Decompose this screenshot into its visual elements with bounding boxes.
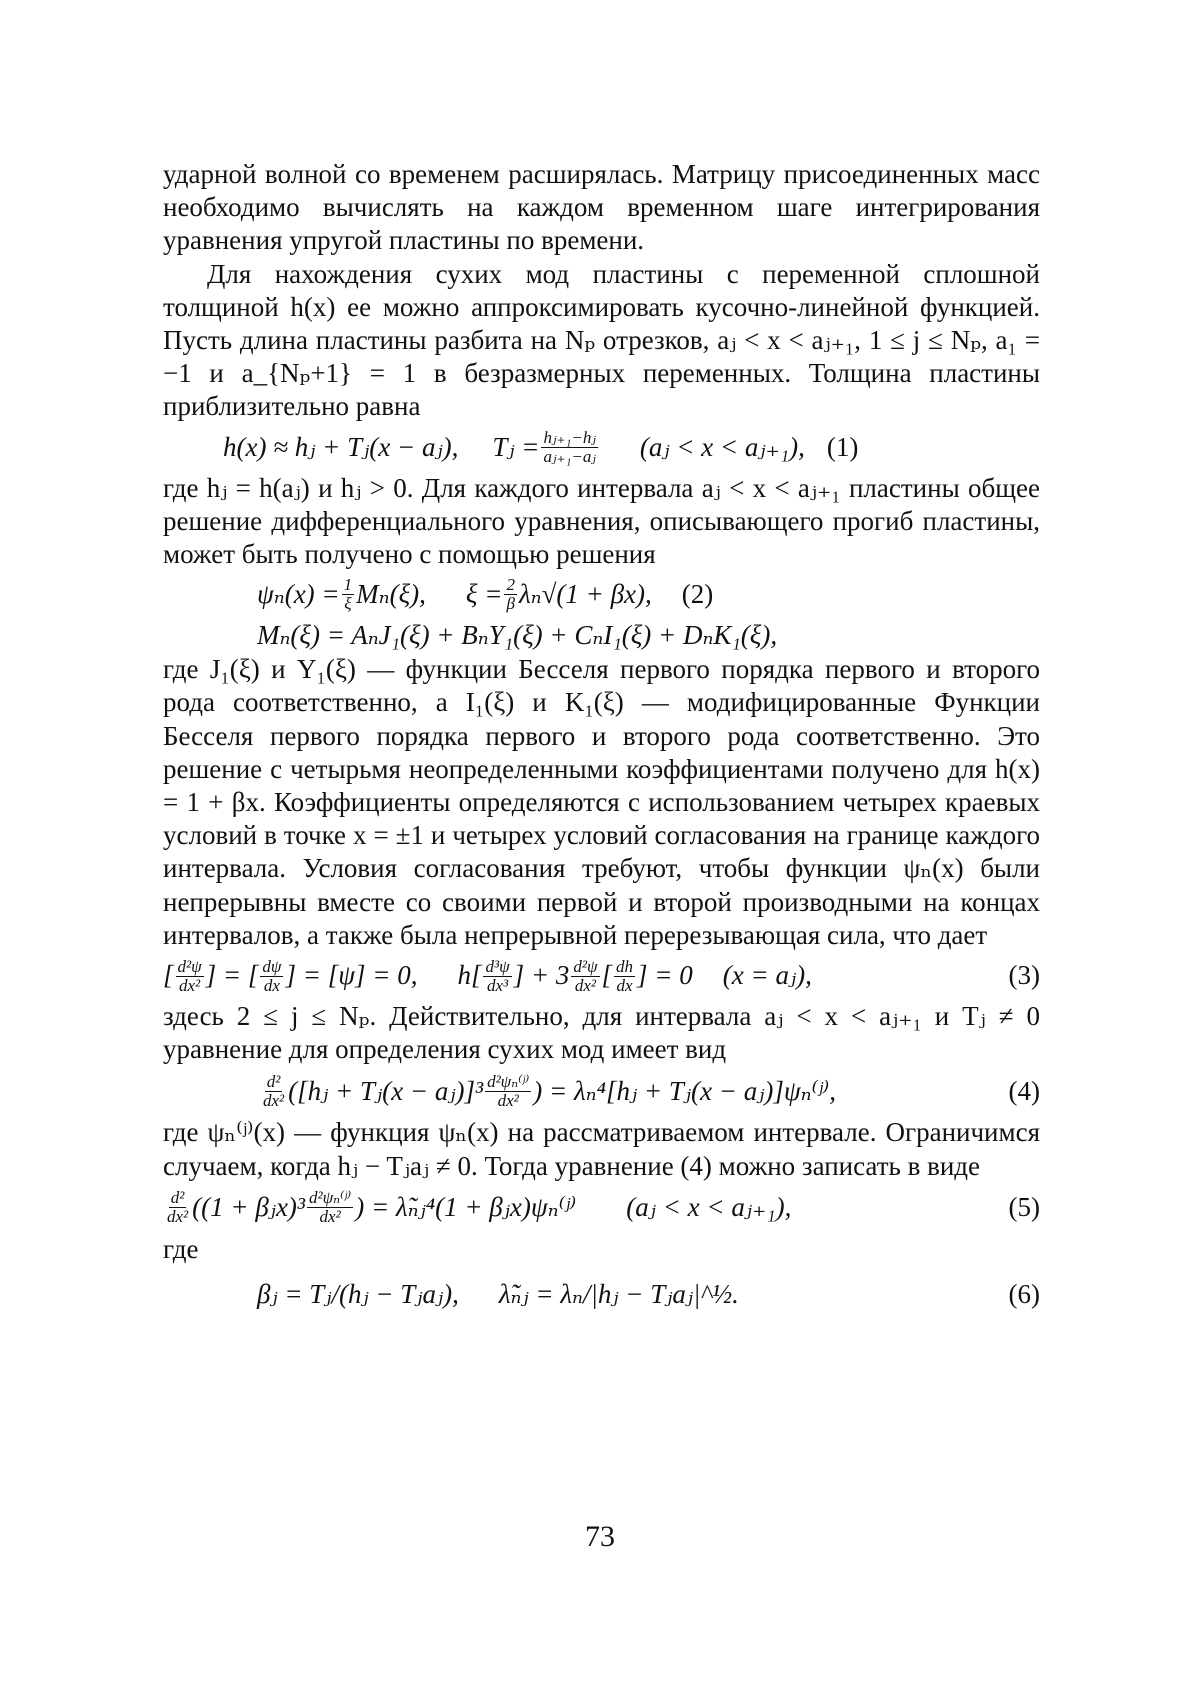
paragraph-1: ударной волной со временем расширялась. Матрицу присоединенных масс необходимо вычислять на каждом временном шаге интегрирования уравнения упругой пластины по времени. — [163, 159, 1040, 256]
equation-1: h(x) ≈ hⱼ + Tⱼ(x − aⱼ), Tⱼ = $\frac{\text{hⱼ₊₁−hⱼ}}{\text{aⱼ₊₁−aⱼ}}$ (aⱼ < x < aⱼ₊₁), (1) — [223, 428, 859, 467]
equation-6: βⱼ = Tⱼ/(hⱼ − Tⱼaⱼ), λ̃ₙⱼ = λₙ/|hⱼ − Tⱼaⱼ|^½. (6) — [163, 1266, 1040, 1324]
equation-2b: Mₙ(ξ) = AₙJ₁(ξ) + BₙY₁(ξ) + CₙI₁(ξ) + DₙK₁(ξ), — [257, 619, 778, 650]
page-body — [163, 158, 1040, 1324]
paragraph-4: где J₁(ξ) и Y₁(ξ) — функции Бесселя первого порядка первого и второго рода соответственно, а I₁(ξ) и K₁(ξ) — модифицированные Функции Бесселя первого порядка первого и второго рода соответственно. Это решение с четырьмя неопределенными коэффициентами получено для h(x) = 1 + βx. Коэффициенты определяются с использованием четырех краевых условий в точке x = ±1 и четырех условий согласования на границе каждого интервала. Условия согласования требуют, чтобы функции ψₙ(x) были непрерывны вместе со своими первой и второй производными на концах интервалов, а также была непрерывной перерезывающая сила, что дает — [163, 654, 1040, 950]
equation-5: $\frac{\text{d²}}{\text{dx²}}$ ((1 + βⱼx)³ $\frac{\text{d²ψₙ⁽ʲ⁾}}{\text{dx²}}$ ) = λ̃ₙⱼ⁴(1 + βⱼx)ψₙ⁽ʲ⁾ (aⱼ < x < aⱼ₊₁), (5) — [167, 1188, 1040, 1227]
paragraph-5: здесь 2 ≤ j ≤ Nₚ. Действительно, для интервала aⱼ < x < aⱼ₊₁ и Tⱼ ≠ 0 уравнение для определения сухих мод имеет вид — [163, 1001, 1040, 1065]
paragraph-7: где — [163, 1233, 199, 1264]
equation-4: $\frac{\text{d²}}{\text{dx²}}$ ([hⱼ + Tⱼ(x − aⱼ)]³ $\frac{\text{d²ψₙ⁽ʲ⁾}}{\text{dx²}}$ ) = λₙ⁴[hⱼ + Tⱼ(x − aⱼ)]ψₙ⁽ʲ⁾, (4) — [263, 1071, 1040, 1110]
paragraph-6: где ψₙ⁽ʲ⁾(x) — функция ψₙ(x) на рассматриваемом интервале. Ограничимся случаем, когда hⱼ − Tⱼaⱼ ≠ 0. Тогда уравнение (4) можно записать в виде — [163, 1117, 1040, 1181]
equation-number: (5) — [1008, 1192, 1040, 1223]
equation-number: (2) — [681, 578, 714, 609]
paragraph-3: где hⱼ = h(aⱼ) и hⱼ > 0. Для каждого интервала aⱼ < x < aⱼ₊₁ пластины общее решение дифференциального уравнения, описывающего прогиб пластины, может быть получено с помощью решения — [163, 472, 1040, 570]
equation-number: (4) — [1008, 1075, 1040, 1106]
equation-number: (1) — [826, 432, 859, 463]
paragraph-2: Для нахождения сухих мод пластины с переменной сплошной толщиной h(x) ее можно аппроксимировать кусочно-линейной функцией. Пусть длина пластины разбита на Nₚ отрезков, aⱼ < x < aⱼ₊₁, 1 ≤ j ≤ Nₚ, a₁ = −1 и a_{Nₚ+1} = 1 в безразмерных переменных. Толщина пластины приблизительно равна — [163, 258, 1040, 422]
equation-2: ψₙ(x) = $\frac{1}{\xi}$ Mₙ(ξ), ξ = $\frac{2}{\beta}$ λₙ√(1 + βx), (2) — [257, 574, 714, 613]
equation-number: (3) — [1008, 960, 1040, 991]
equation-number: (6) — [1008, 1279, 1040, 1310]
equation-3: [ $\frac{\text{d²ψ}}{\text{dx²}}$ ] = [ $\frac{d\psi}{dx}$ ] = [ψ] = 0, h[ $\frac{\text{d³ψ}}{\text{dx³}}$ ] + 3 $\frac{\text{d²ψ}}{\text{dx²}}$ [ $\frac{dh}{dx}$ ] = 0 (x = aⱼ), (3) — [163, 956, 1040, 995]
page-number: 73 — [585, 1520, 615, 1553]
